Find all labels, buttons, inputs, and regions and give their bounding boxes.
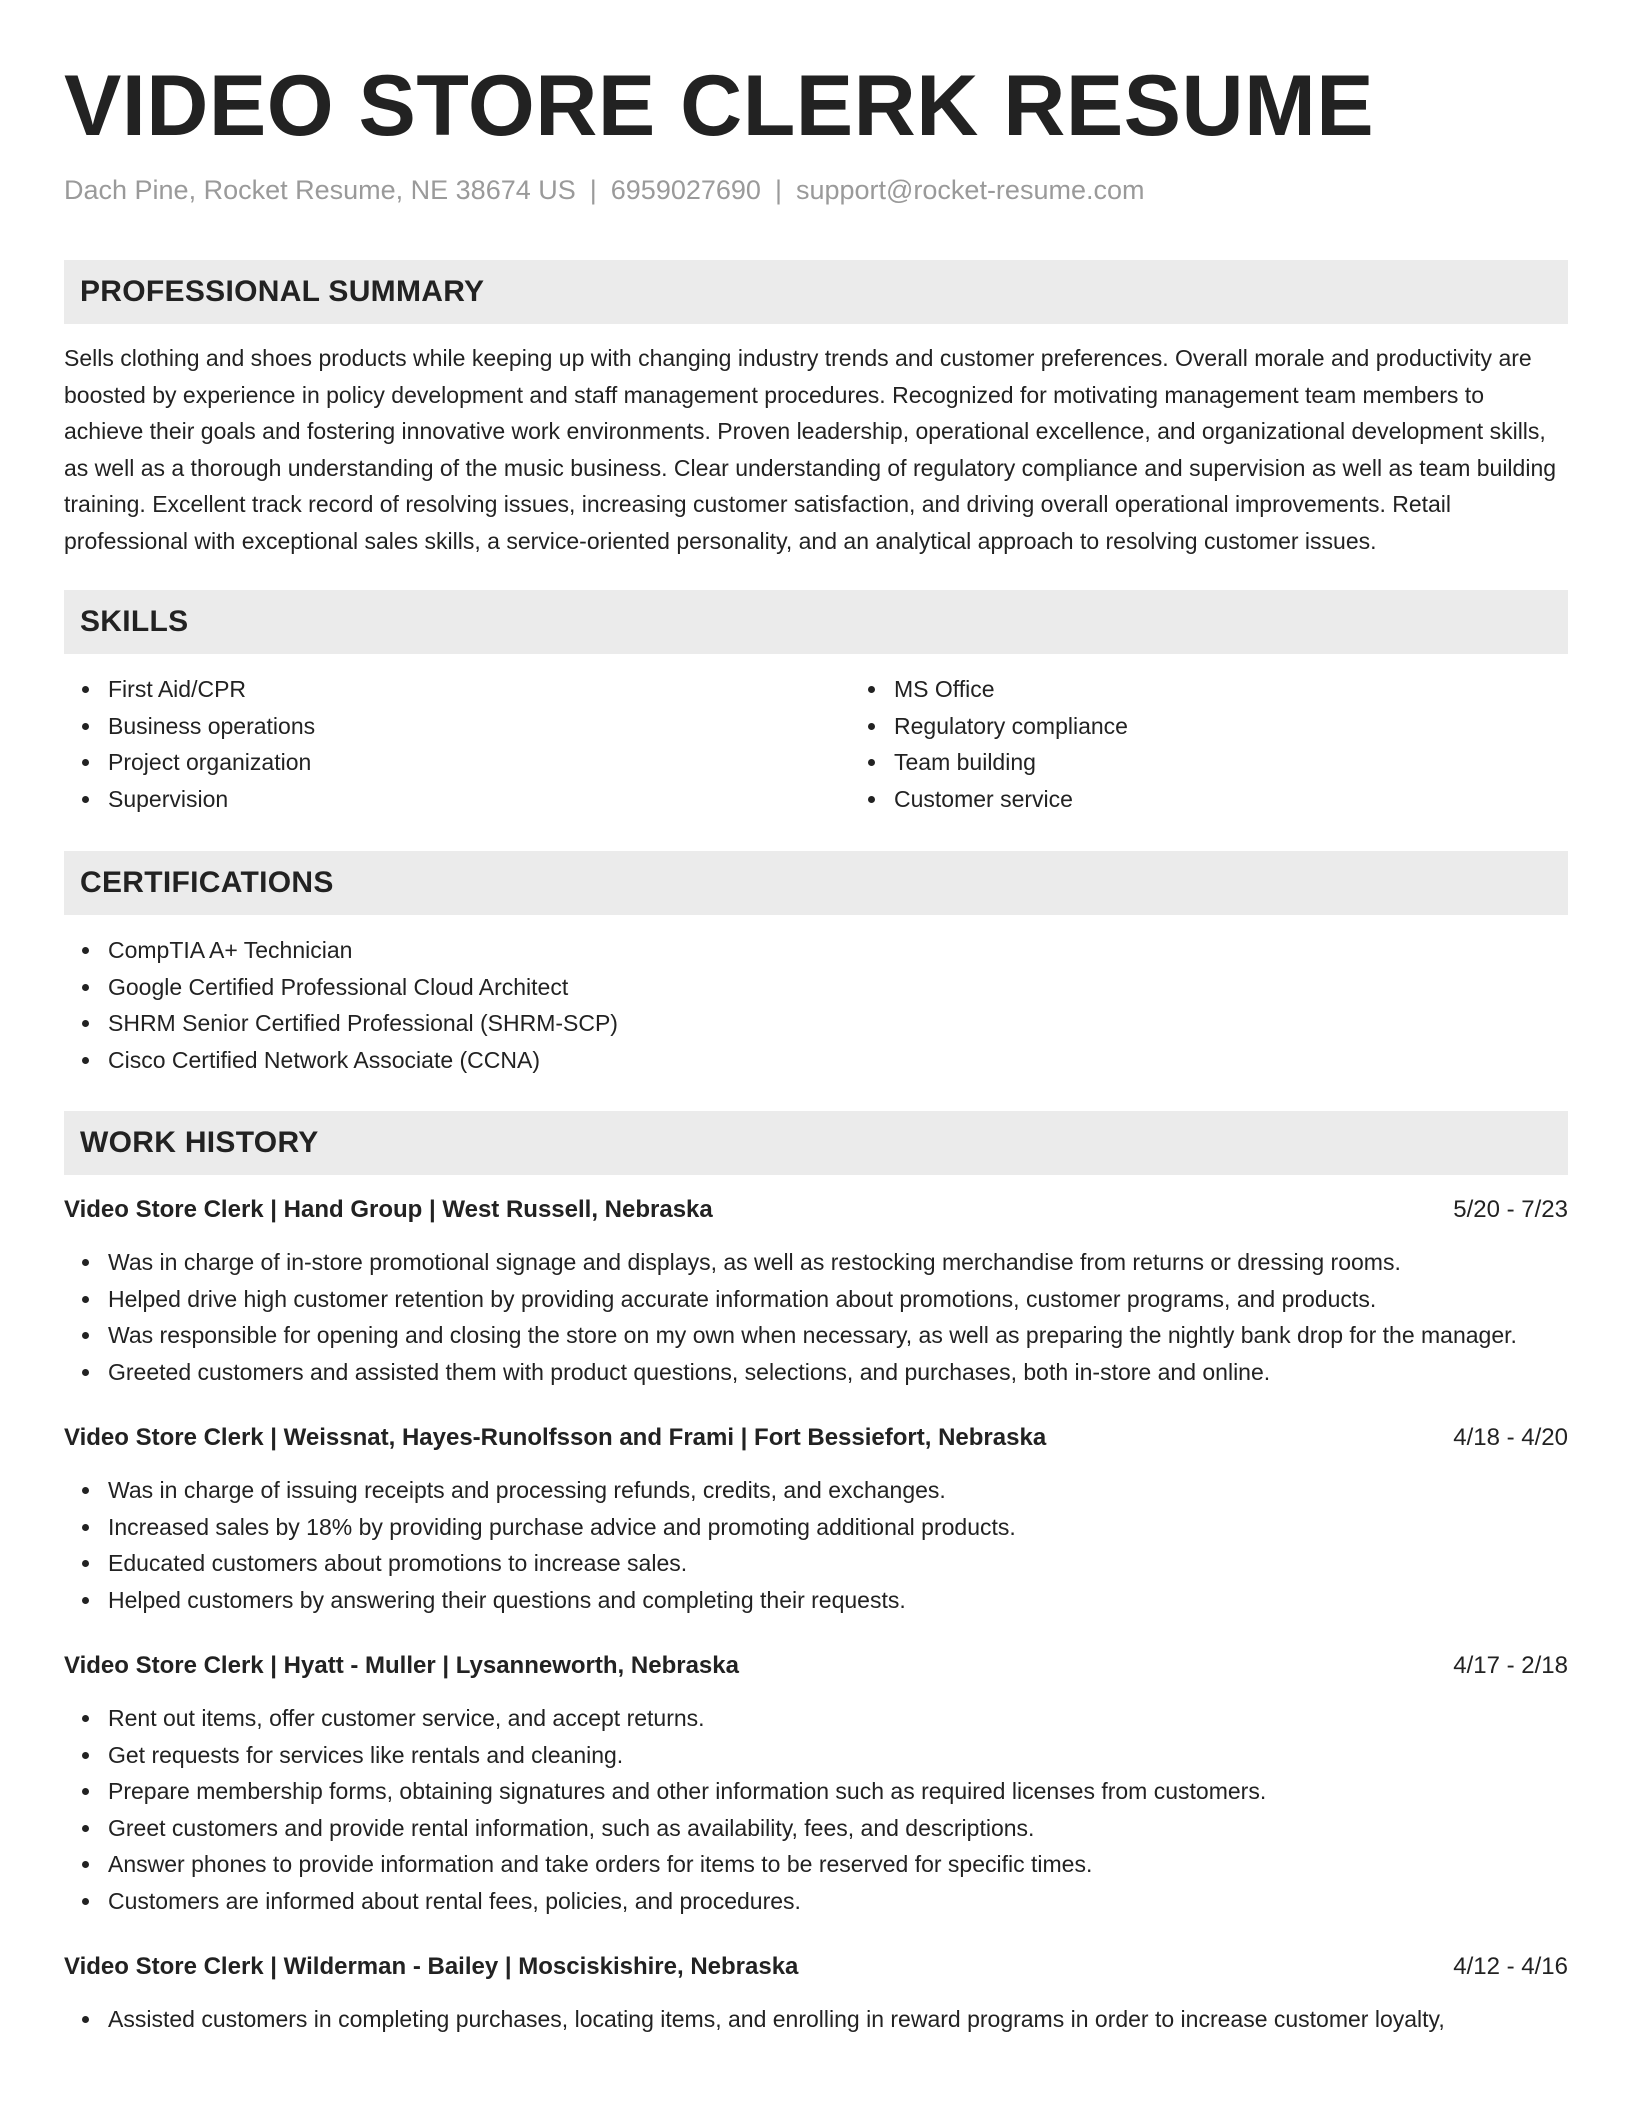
job-entry bbox=[64, 1648, 1568, 1919]
skill-item: Team building bbox=[894, 744, 1632, 781]
job-title: Video Store Clerk | Weissnat, Hayes-Runolfsson and Frami | Fort Bessiefort, Nebraska bbox=[64, 1424, 1047, 1451]
resume-page bbox=[64, 0, 1568, 2038]
contact-phone: 6959027690 bbox=[610, 175, 761, 205]
job-bullet: Prepare membership forms, obtaining signatures and other information such as required licenses from customers. bbox=[108, 1773, 1568, 1810]
skill-item: Regulatory compliance bbox=[894, 708, 1632, 745]
job-bullet: Greet customers and provide rental information, such as availability, fees, and descriptions. bbox=[108, 1810, 1568, 1847]
skill-item: Business operations bbox=[108, 708, 850, 745]
job-bullet: Helped customers by answering their questions and completing their requests. bbox=[108, 1582, 1568, 1619]
job-bullets bbox=[64, 1244, 1568, 1390]
job-bullet: Get requests for services like rentals and cleaning. bbox=[108, 1737, 1568, 1774]
certifications-heading: CERTIFICATIONS bbox=[64, 851, 1568, 915]
job-title: Video Store Clerk | Hand Group | West Russell, Nebraska bbox=[64, 1196, 713, 1223]
job-bullets bbox=[64, 2001, 1568, 2038]
job-bullet: Rent out items, offer customer service, and accept returns. bbox=[108, 1700, 1568, 1737]
skill-item: First Aid/CPR bbox=[108, 671, 850, 708]
job-bullet: Educated customers about promotions to increase sales. bbox=[108, 1545, 1568, 1582]
job-bullet: Helped drive high customer retention by providing accurate information about promotions, customer programs, and products. bbox=[108, 1281, 1568, 1318]
certification-item: Cisco Certified Network Associate (CCNA) bbox=[108, 1042, 1568, 1079]
job-bullet: Assisted customers in completing purchases, locating items, and enrolling in reward programs in order to increase customer loyalty, bbox=[108, 2001, 1568, 2038]
job-title: Video Store Clerk | Wilderman - Bailey | Mosciskishire, Nebraska bbox=[64, 1953, 799, 1980]
certification-item: Google Certified Professional Cloud Architect bbox=[108, 969, 1568, 1006]
skills-heading: SKILLS bbox=[64, 590, 1568, 654]
summary-text: Sells clothing and shoes products while keeping up with changing industry trends and customer preferences. Overall morale and productivity are boosted by experience in policy development and staff management procedures. Recognized for motivating management team members to achieve their goals and fostering innovative work environments. Proven leadership, operational excellence, and organizational development skills, as well as a thorough understanding of the music business. Clear understanding of regulatory compliance and supervision as well as team building training. Excellent track record of resolving issues, increasing customer satisfaction, and driving overall operational improvements. Retail professional with exceptional sales skills, a service-oriented personality, and an analytical approach to resolving customer issues. bbox=[64, 345, 1557, 554]
skills-column-left bbox=[64, 671, 850, 817]
resume-title: VIDEO STORE CLERK RESUME bbox=[64, 58, 1375, 154]
job-bullet: Was in charge of issuing receipts and processing refunds, credits, and exchanges. bbox=[108, 1472, 1568, 1509]
contact-email: support@rocket-resume.com bbox=[795, 175, 1145, 205]
job-dates: 4/18 - 4/20 bbox=[1453, 1424, 1568, 1451]
job-dates: 4/17 - 2/18 bbox=[1453, 1652, 1568, 1679]
job-bullet: Greeted customers and assisted them with product questions, selections, and purchases, both in-store and online. bbox=[108, 1354, 1568, 1391]
skill-item: Project organization bbox=[108, 744, 850, 781]
job-bullets bbox=[64, 1700, 1568, 1919]
job-entry bbox=[64, 1420, 1568, 1618]
work-history-heading: WORK HISTORY bbox=[64, 1111, 1568, 1175]
contact-separator: | bbox=[774, 175, 782, 205]
skills-list bbox=[64, 671, 1568, 817]
job-title: Video Store Clerk | Hyatt - Muller | Lysanneworth, Nebraska bbox=[64, 1652, 739, 1679]
certification-item: CompTIA A+ Technician bbox=[108, 932, 1568, 969]
job-dates: 4/12 - 4/16 bbox=[1453, 1953, 1568, 1980]
certification-item: SHRM Senior Certified Professional (SHRM-SCP) bbox=[108, 1005, 1568, 1042]
job-dates: 5/20 - 7/23 bbox=[1453, 1196, 1568, 1223]
contact-address: Dach Pine, Rocket Resume, NE 38674 US bbox=[64, 175, 576, 205]
job-header bbox=[64, 1949, 1568, 1985]
job-entry bbox=[64, 1949, 1568, 2038]
summary-heading: PROFESSIONAL SUMMARY bbox=[64, 260, 1568, 324]
job-entry bbox=[64, 1192, 1568, 1390]
skill-item: Supervision bbox=[108, 781, 850, 818]
skill-item: MS Office bbox=[894, 671, 1632, 708]
contact-line bbox=[64, 172, 1568, 208]
job-bullets bbox=[64, 1472, 1568, 1618]
job-bullet: Was responsible for opening and closing the store on my own when necessary, as well as preparing the nightly bank drop for the manager. bbox=[108, 1317, 1568, 1354]
contact-separator: | bbox=[589, 175, 597, 205]
skills-column-right bbox=[850, 671, 1632, 817]
job-bullet: Was in charge of in-store promotional signage and displays, as well as restocking merchandise from returns or dressing rooms. bbox=[108, 1244, 1568, 1281]
skill-item: Customer service bbox=[894, 781, 1632, 818]
job-header bbox=[64, 1420, 1568, 1456]
job-header bbox=[64, 1648, 1568, 1684]
certifications-list bbox=[64, 932, 1568, 1078]
job-bullet: Increased sales by 18% by providing purchase advice and promoting additional products. bbox=[108, 1509, 1568, 1546]
job-header bbox=[64, 1192, 1568, 1228]
job-bullet: Customers are informed about rental fees, policies, and procedures. bbox=[108, 1883, 1568, 1920]
job-bullet: Answer phones to provide information and take orders for items to be reserved for specific times. bbox=[108, 1846, 1568, 1883]
